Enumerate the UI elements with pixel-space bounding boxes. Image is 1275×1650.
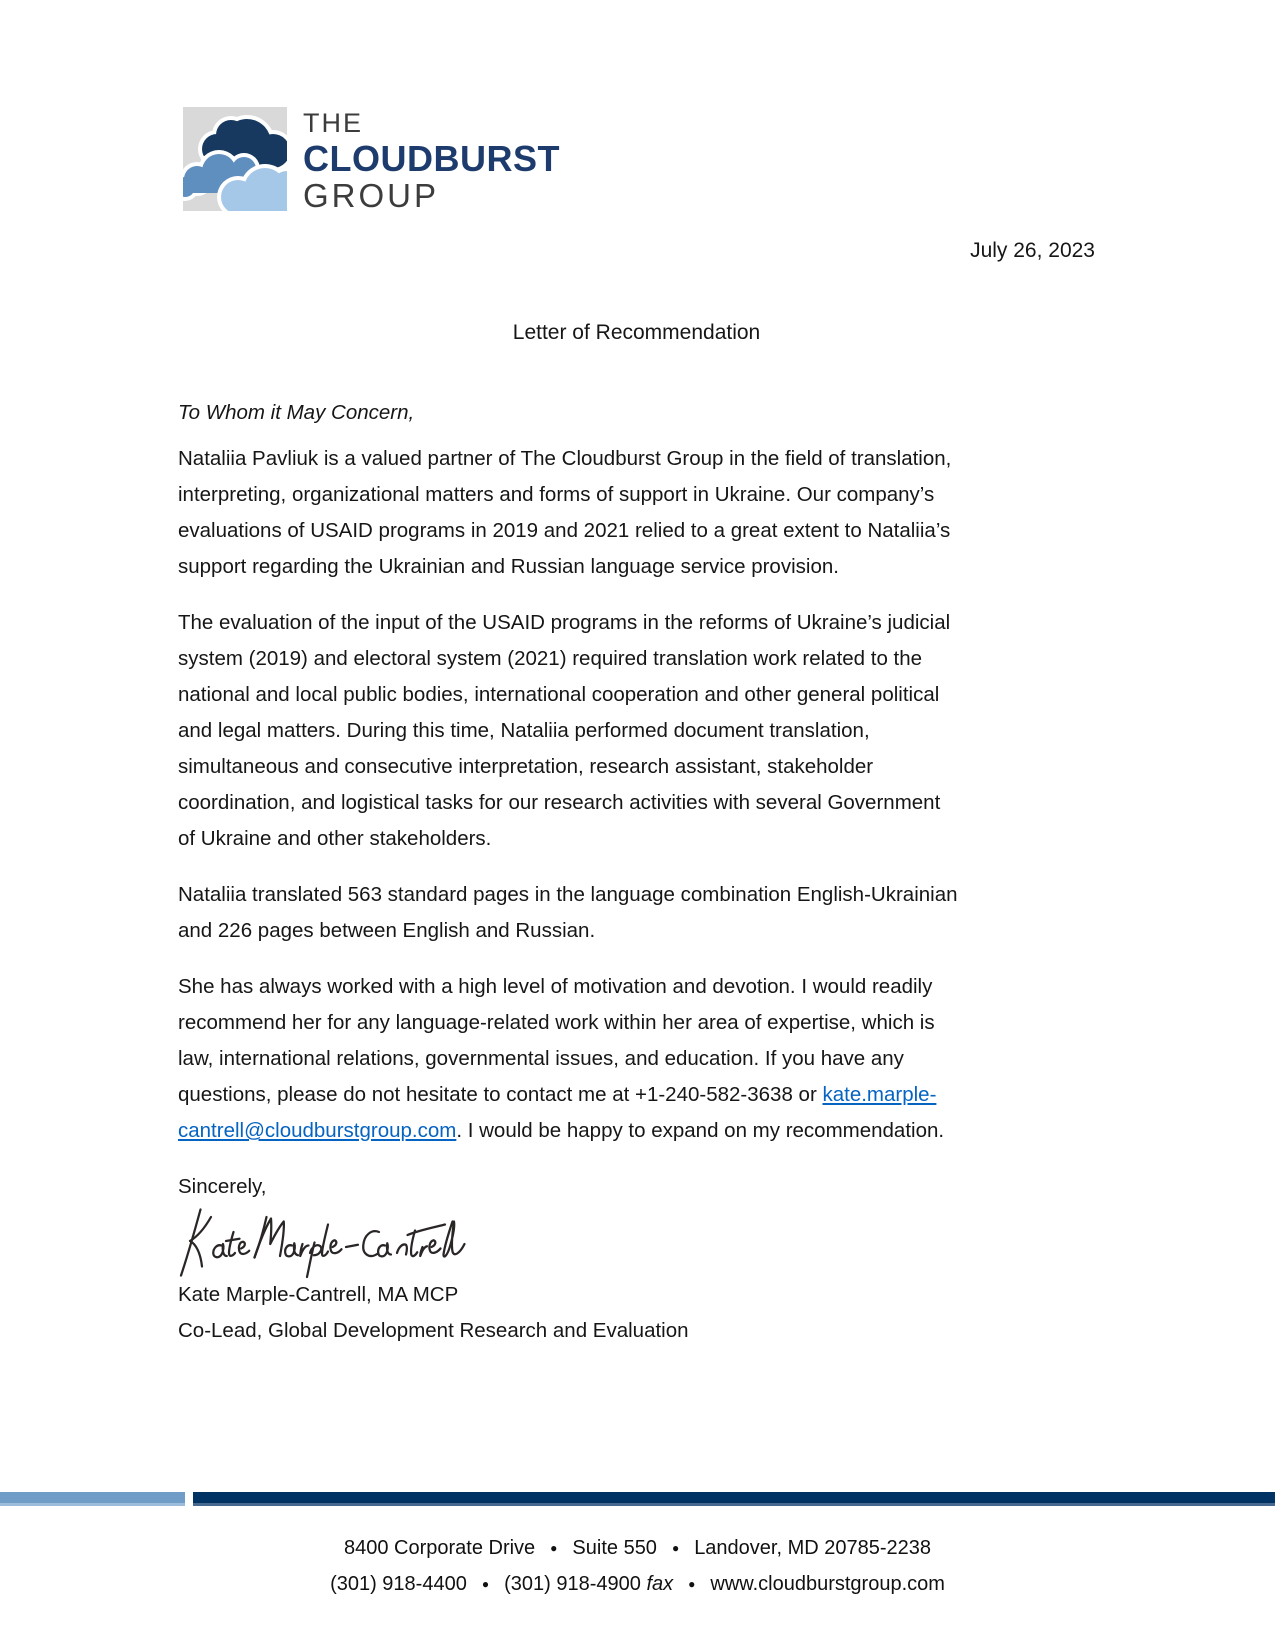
closing-sentence: . I would be happy to expand on my recommendation. — [456, 1119, 945, 1142]
footer-bar-dark-segment — [193, 1492, 1275, 1506]
logo-text-group: GROUP — [303, 177, 440, 214]
salutation: To Whom it May Concern, — [178, 401, 415, 424]
signer-name: Kate Marple-Cantrell, MA MCP — [178, 1283, 459, 1306]
text-line: support regarding the Ukrainian and Russian language service provision. — [178, 555, 839, 578]
closing: Sincerely, — [178, 1175, 267, 1198]
text-line: of Ukraine and other stakeholders. — [178, 827, 492, 850]
footer-bar-light-segment — [0, 1492, 185, 1506]
signature — [178, 1205, 1095, 1283]
footer — [0, 1492, 1275, 1602]
footer-divider-bar — [0, 1492, 1275, 1506]
suite: Suite 550 — [572, 1537, 657, 1559]
paragraph-4 — [178, 969, 1095, 1149]
email-link-part-1[interactable]: kate.marple- — [822, 1083, 937, 1106]
letter-date: July 26, 2023 — [970, 239, 1095, 262]
text-line: Nataliia Pavliuk is a valued partner of The Cloudburst Group in the field of translation, — [178, 447, 952, 470]
handwritten-signature-image — [178, 1205, 478, 1283]
bullet-separator: ● — [550, 1541, 558, 1555]
text-line: recommend her for any language-related work within her area of expertise, which is — [178, 1011, 935, 1034]
logo-text-the: THE — [303, 108, 363, 138]
street-address: 8400 Corporate Drive — [343, 1537, 536, 1559]
paragraph-1 — [178, 441, 1095, 585]
text-line: coordination, and logistical tasks for our research activities with several Government — [178, 791, 941, 814]
bullet-separator: ● — [671, 1541, 680, 1555]
email-link-part-2[interactable]: cantrell@cloudburstgroup.com — [178, 1119, 457, 1142]
footer-contact-block — [0, 1530, 1275, 1602]
paragraph-2 — [178, 605, 1095, 857]
letter-body — [178, 0, 1095, 1349]
text-line — [178, 1077, 1095, 1113]
letter-title: Letter of Recommendation — [512, 321, 761, 344]
text-line: system (2019) and electoral system (2021) required translation work related to the — [178, 647, 923, 670]
text-line: law, international relations, governmental issues, and education. If you have any — [178, 1047, 904, 1070]
bullet-separator: ● — [688, 1577, 696, 1591]
website-url: www.cloudburstgroup.com — [710, 1573, 945, 1595]
footer-address-line — [0, 1530, 1275, 1566]
text-line: simultaneous and consecutive interpretation, research assistant, stakeholder — [178, 755, 874, 778]
paragraph-3 — [178, 877, 1095, 949]
text-line: She has always worked with a high level of motivation and devotion. I would readily — [178, 975, 933, 998]
text-line: The evaluation of the input of the USAID programs in the reforms of Ukraine’s judicial — [178, 611, 951, 634]
text-line — [178, 1113, 1095, 1149]
text-line: and legal matters. During this time, Nataliia performed document translation, — [178, 719, 870, 742]
logo-text-cloudburst: CLOUDBURST — [303, 138, 560, 179]
phone-number: (301) 918-4400 — [330, 1573, 467, 1595]
text-line: Nataliia translated 563 standard pages in the language combination English-Ukrainian — [178, 883, 958, 906]
fax-number: (301) 918-4900 — [504, 1573, 641, 1595]
city-state-zip: Landover, MD 20785-2238 — [694, 1537, 932, 1559]
footer-phone-line — [0, 1566, 1275, 1602]
text-line: interpreting, organizational matters and forms of support in Ukraine. Our company’s — [178, 483, 935, 506]
signer-title: Co-Lead, Global Development Research and Evaluation — [178, 1319, 689, 1342]
contact-sentence: questions, please do not hesitate to contact me at +1-240-582-3638 or — [178, 1083, 823, 1106]
text-line: evaluations of USAID programs in 2019 and 2021 relied to a great extent to Nataliia’s — [178, 519, 951, 542]
bullet-separator: ● — [481, 1577, 490, 1591]
fax-label: fax — [646, 1573, 674, 1595]
text-line: and 226 pages between English and Russian. — [178, 919, 596, 942]
text-line: national and local public bodies, international cooperation and other general political — [178, 683, 940, 706]
